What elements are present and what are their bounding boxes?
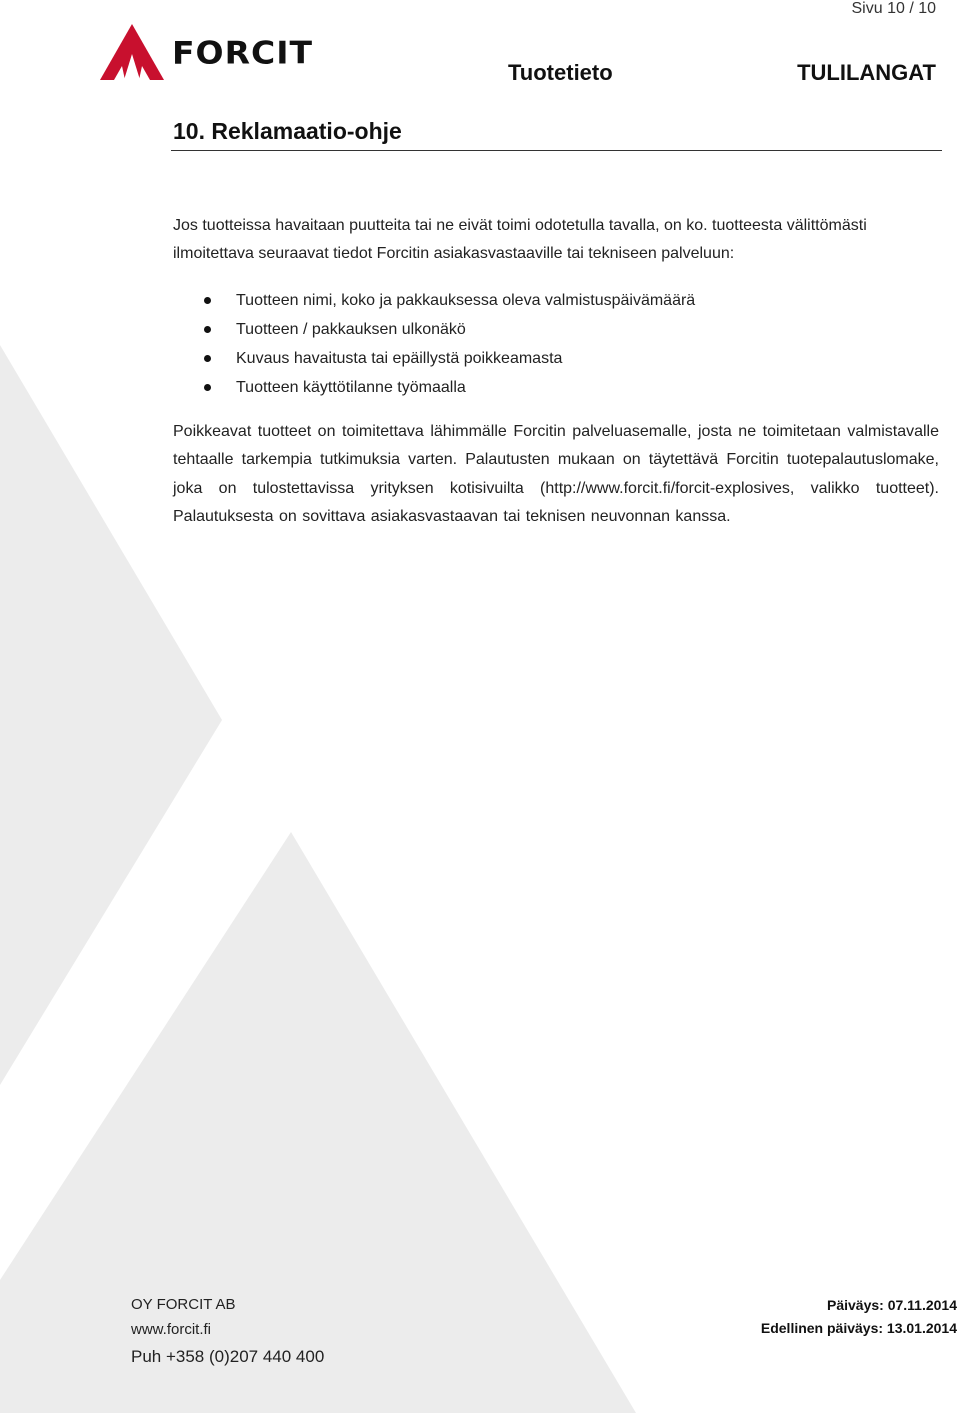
bullet-icon <box>204 326 211 333</box>
footer-company: OY FORCIT AB <box>131 1296 236 1313</box>
list-item <box>173 344 943 373</box>
section-title: 10. Reklamaatio-ohje <box>173 118 402 144</box>
list-item <box>173 286 943 315</box>
bullet-icon <box>204 355 211 362</box>
list-item <box>173 315 943 344</box>
forcit-logo <box>100 24 313 80</box>
bullet-icon <box>204 297 211 304</box>
page-number: Sivu 10 / 10 <box>851 0 936 17</box>
bullet-icon <box>204 384 211 391</box>
list-item-text: Tuotteen nimi, koko ja pakkauksessa oleva valmistuspäivämäärä <box>236 292 696 309</box>
intro-paragraph: Jos tuotteissa havaitaan puutteita tai ne eivät toimi odotetulla tavalla, on ko. tuotteesta välittömästi ilmoitettava seuraavat tiedot Forcitin asiakasvastaaville tai tekniseen palveluun: <box>173 217 867 262</box>
title-divider <box>171 150 942 151</box>
footer-phone: Puh +358 (0)207 440 400 <box>131 1347 325 1366</box>
forcit-triangle-icon <box>100 24 164 80</box>
list-item-text: Tuotteen käyttötilanne työmaalla <box>236 379 466 396</box>
list-item-text: Kuvaus havaitusta tai epäillystä poikkeamasta <box>236 350 563 367</box>
document-type: Tuotetieto <box>508 60 613 85</box>
list-item <box>173 373 943 402</box>
footer-website-link[interactable]: www.forcit.fi <box>131 1321 212 1338</box>
footer-date: Päiväys: 07.11.2014 <box>826 1297 957 1313</box>
info-bullet-list <box>173 286 943 402</box>
brand-name: FORCIT <box>172 33 314 71</box>
returns-paragraph: Poikkeavat tuotteet on toimitettava lähimmälle Forcitin palveluasemalle, josta ne toimitetaan valmistavalle tehtaalle tarkempia tutkimuksia varten. Palautusten mukaan on täytettävä Forcitin tuotepalautuslomake, joka on tulostettavissa yrityksen kotisivuilta (http://www.forcit.fi/forcit-explosives, valikko tuotteet). Palautuksesta on sovittava asiakasvastaavan tai teknisen neuvonnan kanssa. <box>173 423 939 525</box>
footer-previous-date: Edellinen päiväys: 13.01.2014 <box>760 1320 957 1336</box>
product-name: TULILANGAT <box>797 60 936 85</box>
list-item-text: Tuotteen / pakkauksen ulkonäkö <box>236 321 466 338</box>
